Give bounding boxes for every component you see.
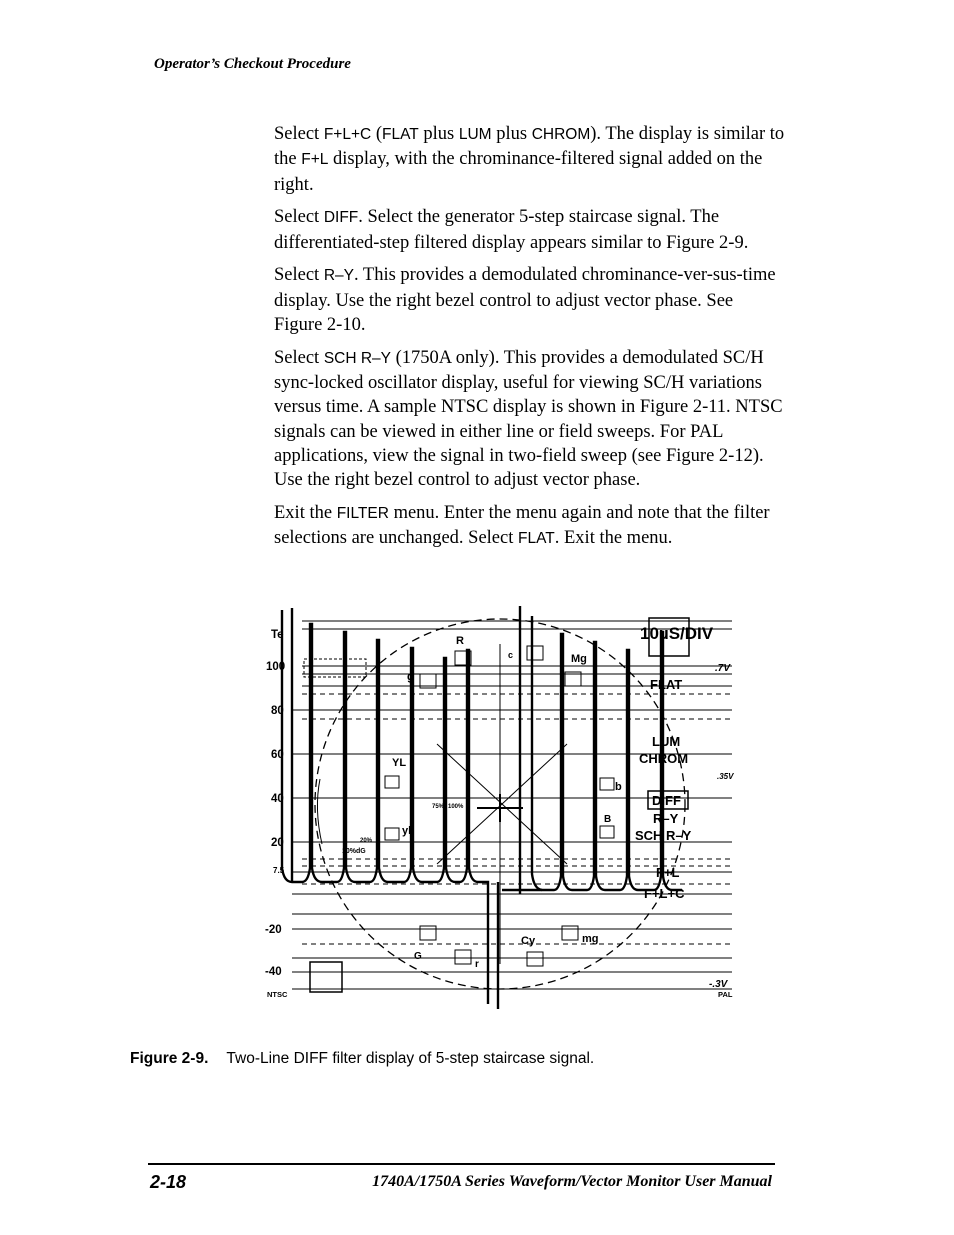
- vector-label-yl: YL: [392, 757, 407, 769]
- menu-item-diff: DIFF: [652, 793, 681, 808]
- scale-label-80: 80: [271, 705, 284, 717]
- pal-label: PAL: [718, 990, 733, 999]
- vector-labels: [342, 635, 622, 970]
- paragraph-fl-c: Select F+L+C (FLAT plus LUM plus CHROM). The display is similar to the F+L display, with the chrominance-filtered signal added on the right.: [274, 124, 785, 195]
- vector-label-r-lower: r: [475, 959, 479, 970]
- vector-label-mg: Mg: [571, 653, 587, 665]
- paragraph-diff: Select DIFF. Select the generator 5-step staircase signal. The differentiated-step filtered display appears similar to Figure 2-9.: [274, 207, 749, 253]
- figure-caption: [130, 1050, 594, 1068]
- vector-label-b-upper: B: [604, 814, 612, 825]
- scale-label-60: 60: [271, 749, 284, 761]
- manual-title: 1740A/1750A Series Waveform/Vector Monitor User Manual: [372, 1173, 772, 1190]
- menu-item-r-y: R–Y: [653, 811, 679, 826]
- vector-label-yl-lower: yl: [402, 825, 412, 837]
- percent-label-20: 20%: [360, 838, 373, 844]
- volt-label-minus-0-3v: -.3V: [709, 979, 728, 990]
- menu-item-f-l: F+L: [656, 865, 680, 880]
- running-header: Operator’s Checkout Procedure: [154, 56, 351, 72]
- percent-label-75: 75%: [432, 804, 445, 810]
- scale-label-100: 100: [266, 661, 286, 673]
- percent-label-100: 100%: [448, 804, 464, 810]
- percent-label-10-dg: 10%dG: [342, 848, 366, 855]
- sweep-label: 10µS/DIV: [640, 624, 714, 643]
- paragraph-exit-filter: Exit the FILTER menu. Enter the menu again and note that the filter selections are unchanged. Select FLAT. Exit the menu.: [274, 503, 770, 549]
- figure-caption-text: Two-Line DIFF filter display of 5-step staircase signal.: [226, 1050, 595, 1067]
- menu-item-f-l-c: F+L+C: [644, 886, 685, 901]
- ntsc-label: NTSC: [267, 990, 288, 999]
- scale-label-minus-20: -20: [265, 924, 282, 936]
- scale-label-7-5: 7.5: [273, 866, 285, 875]
- vector-label-r: R: [456, 635, 464, 647]
- vector-label-b: b: [615, 781, 622, 793]
- waveform-display: [262, 604, 740, 1012]
- paragraph-sch-r-y: Select SCH R–Y (1750A only). This provides a demodulated SC/H sync-locked oscillator display, useful for viewing SC/H variations versus time. A sample NTSC display is shown in Figure 2-11. NTSC signals can be viewed in either line or field sweeps. For PAL applications, view the signal in two-field sweep (see Figure 2-12). Use the right bezel control to adjust vector phase.: [274, 347, 783, 491]
- vector-label-g-upper: G: [414, 951, 422, 962]
- waveform-figure: [262, 604, 740, 1012]
- footer-rule: [148, 1163, 775, 1165]
- menu-item-lum: LUM: [652, 734, 681, 749]
- menu-item-chrom: CHROM: [639, 751, 689, 766]
- paragraph-r-y: Select R–Y. This provides a demodulated chrominance-ver-sus-time display. Use the right bezel control to adjust vector phase. See Figure 2-10.: [274, 265, 776, 336]
- scale-label-te: Te: [271, 629, 284, 641]
- figure-number: Figure 2-9.: [130, 1050, 209, 1067]
- body-text: [274, 122, 786, 560]
- menu-item-sch-r-y: SCH R–Y: [635, 828, 692, 843]
- page-number: 2-18: [150, 1172, 187, 1192]
- scale-label-minus-40: -40: [265, 966, 282, 978]
- vector-label-cy: Cy: [521, 935, 536, 947]
- menu-item-flat: FLAT: [650, 677, 683, 692]
- scale-label-20: 20: [271, 837, 284, 849]
- vector-label-mg-lower: mg: [582, 933, 599, 945]
- volt-label-0-7v: .7V: [715, 663, 731, 674]
- vector-label-c: c: [508, 650, 514, 660]
- volt-label-0-35v: .35V: [717, 772, 734, 781]
- vector-label-g: g: [407, 671, 414, 683]
- scale-label-40: 40: [271, 793, 284, 805]
